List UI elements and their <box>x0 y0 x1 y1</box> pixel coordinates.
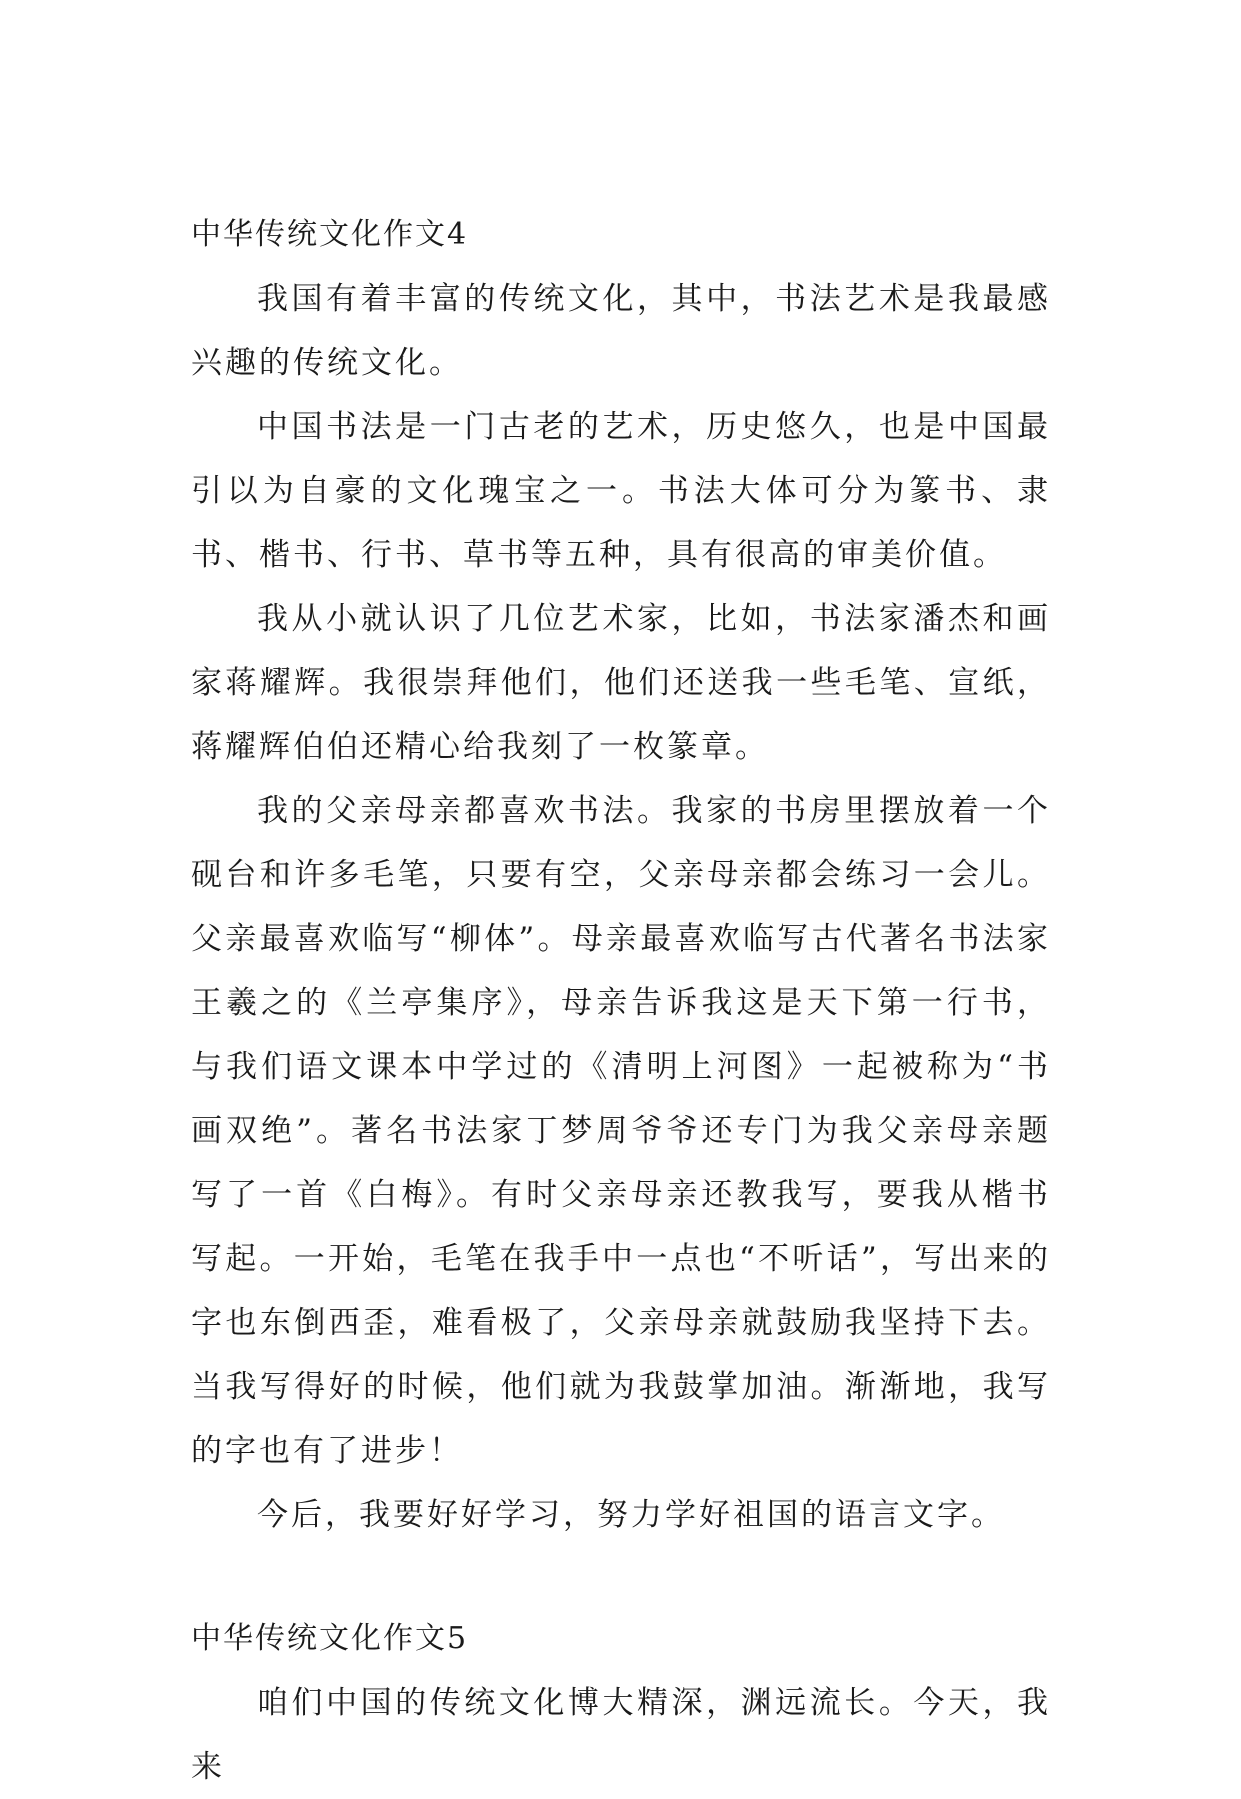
section-spacer <box>191 1547 1051 1607</box>
essay-4-paragraph-5: 今后，我要好好学习，努力学好祖国的语言文字。 <box>257 1497 1005 1533</box>
essay-4-paragraph-1: 我国有着丰富的传统文化，其中，书法艺术是我最感兴趣的传统文化。 <box>191 281 1051 381</box>
essay-4-paragraph-4: 我的父亲母亲都喜欢书法。我家的书房里摆放着一个砚台和许多毛笔，只要有空，父亲母亲都会练习一会儿。父亲最喜欢临写“柳体”。母亲最喜欢临写古代著名书法家王羲之的《兰亭集序》，母亲告诉我这是天下第一行书，与我们语文课本中学过的《清明上河图》一起被称为“书画双绝”。著名书法家丁梦周爷爷还专门为我父亲母亲题写了一首《白梅》。有时父亲母亲还教我写，要我从楷书写起。一开始，毛笔在我手中一点也“不听话”，写出来的字也东倒西歪，难看极了，父亲母亲就鼓励我坚持下去。当我写得好的时候，他们就为我鼓掌加油。渐渐地，我写的字也有了进步！ <box>191 793 1051 1469</box>
essay-title-5: 中华传统文化作文5 <box>191 1621 469 1656</box>
essay-4-paragraph-2: 中国书法是一门古老的艺术，历史悠久，也是中国最引以为自豪的文化瑰宝之一。书法大体可分为篆书、隶书、楷书、行书、草书等五种，具有很高的审美价值。 <box>191 409 1051 573</box>
essay-4-paragraph-3: 我从小就认识了几位艺术家，比如，书法家潘杰和画家蒋耀辉。我很崇拜他们，他们还送我一些毛笔、宣纸，蒋耀辉伯伯还精心给我刻了一枚篆章。 <box>191 601 1051 765</box>
essay-5-paragraph-1: 咱们中国的传统文化博大精深，渊远流长。今天，我来 <box>191 1685 1051 1785</box>
document-page <box>191 203 1051 1799</box>
essay-title-4: 中华传统文化作文4 <box>191 217 469 252</box>
